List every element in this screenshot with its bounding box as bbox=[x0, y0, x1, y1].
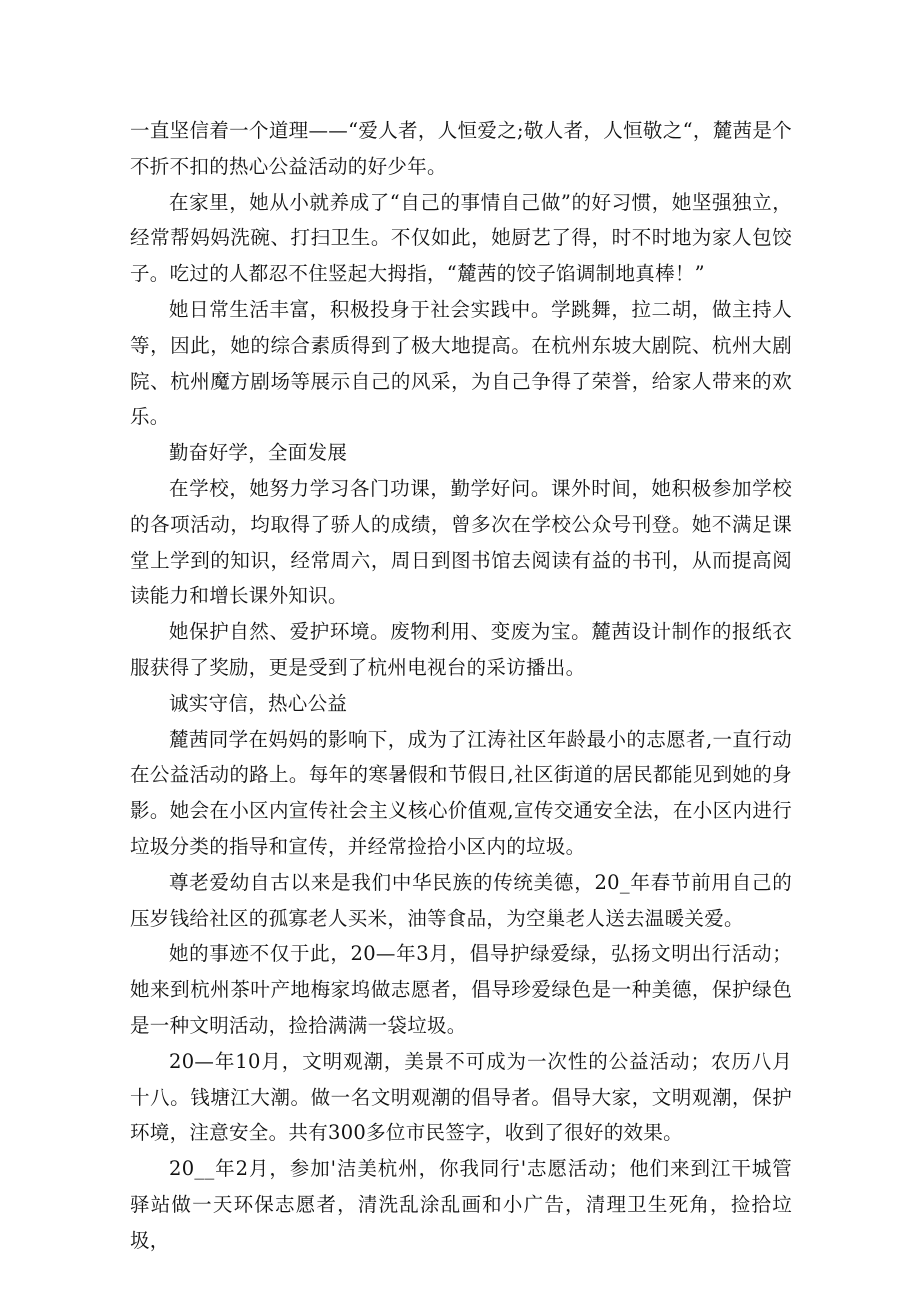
paragraph-practice: 她日常生活丰富，积极投身于社会实践中。学跳舞，拉二胡，做主持人等，因此，她的综合素质得到了极大地提高。在杭州东坡大剧院、杭州大剧院、杭州魔方剧场等展示自己的风采，为自己争得了荣誉，给家人带来的欢乐。 bbox=[130, 297, 792, 429]
paragraph-environment: 她保护自然、爱护环境。废物利用、变废为宝。麓茜设计制作的报纸衣服获得了奖励，更是受到了杭州电视台的采访播出。 bbox=[130, 620, 792, 679]
paragraph-elderly: 尊老爱幼自古以来是我们中华民族的传统美德，20_年春节前用自己的压岁钱给社区的孤寡老人买米，油等食品，为空巢老人送去温暖关爱。 bbox=[130, 870, 792, 930]
paragraph-october: 20—年10月，文明观潮，美景不可成为一次性的公益活动；农历八月十八。钱塘江大潮。做一名文明观潮的倡导者。倡导大家，文明观潮，保护环境，注意安全。共有300多位市民签字，收到了很好的效果。 bbox=[130, 1049, 792, 1145]
paragraph-home: 在家里，她从小就养成了“自己的事情自己做”的好习惯，她坚强独立，经常帮妈妈洗碗、打扫卫生。不仅如此，她厨艺了得，时不时地为家人包饺子。吃过的人都忍不住竖起大拇指，“麓茜的饺子馅调制地真棒！” bbox=[130, 190, 792, 286]
paragraph-february: 20__年2月，参加'洁美杭州，你我同行'志愿活动；他们来到江干城管驿站做一天环保志愿者，清洗乱涂乱画和小广告，清理卫生死角，捡拾垃圾， bbox=[130, 1157, 793, 1252]
section-heading-charity: 诚实守信，热心公益 bbox=[169, 691, 348, 715]
paragraph-intro: 一直坚信着一个道理——“爱人者，人恒爱之;敬人者，人恒敬之“，麓茜是个不折不扣的热心公益活动的好少年。 bbox=[130, 119, 792, 178]
section-heading-study: 勤奋好学，全面发展 bbox=[169, 441, 348, 465]
paragraph-volunteer: 麓茜同学在妈妈的影响下，成为了江涛社区年龄最小的志愿者,一直行动在公益活动的路上。每年的寒暑假和节假日,社区街道的居民都能见到她的身影。她会在小区内宣传社会主义核心价值观,宣传交通安全法，在小区内进行垃圾分类的指导和宣传，并经常捡拾小区内的垃圾。 bbox=[130, 727, 792, 858]
document-body bbox=[130, 113, 792, 1259]
paragraph-school: 在学校，她努力学习各门功课，勤学好问。课外时间，她积极参加学校的各项活动，均取得了骄人的成绩，曾多次在学校公众号刊登。她不满足课堂上学到的知识，经常周六，周日到图书馆去阅读有益的书刊，从而提高阅读能力和增长课外知识。 bbox=[130, 476, 792, 608]
paragraph-march: 她的事迹不仅于此，20—年3月，倡导护绿爱绿，弘扬文明出行活动；她来到杭州茶叶产地梅家坞做志愿者，倡导珍爱绿色是一种美德，保护绿色是一种文明活动，捡拾满满一袋垃圾。 bbox=[130, 942, 792, 1037]
